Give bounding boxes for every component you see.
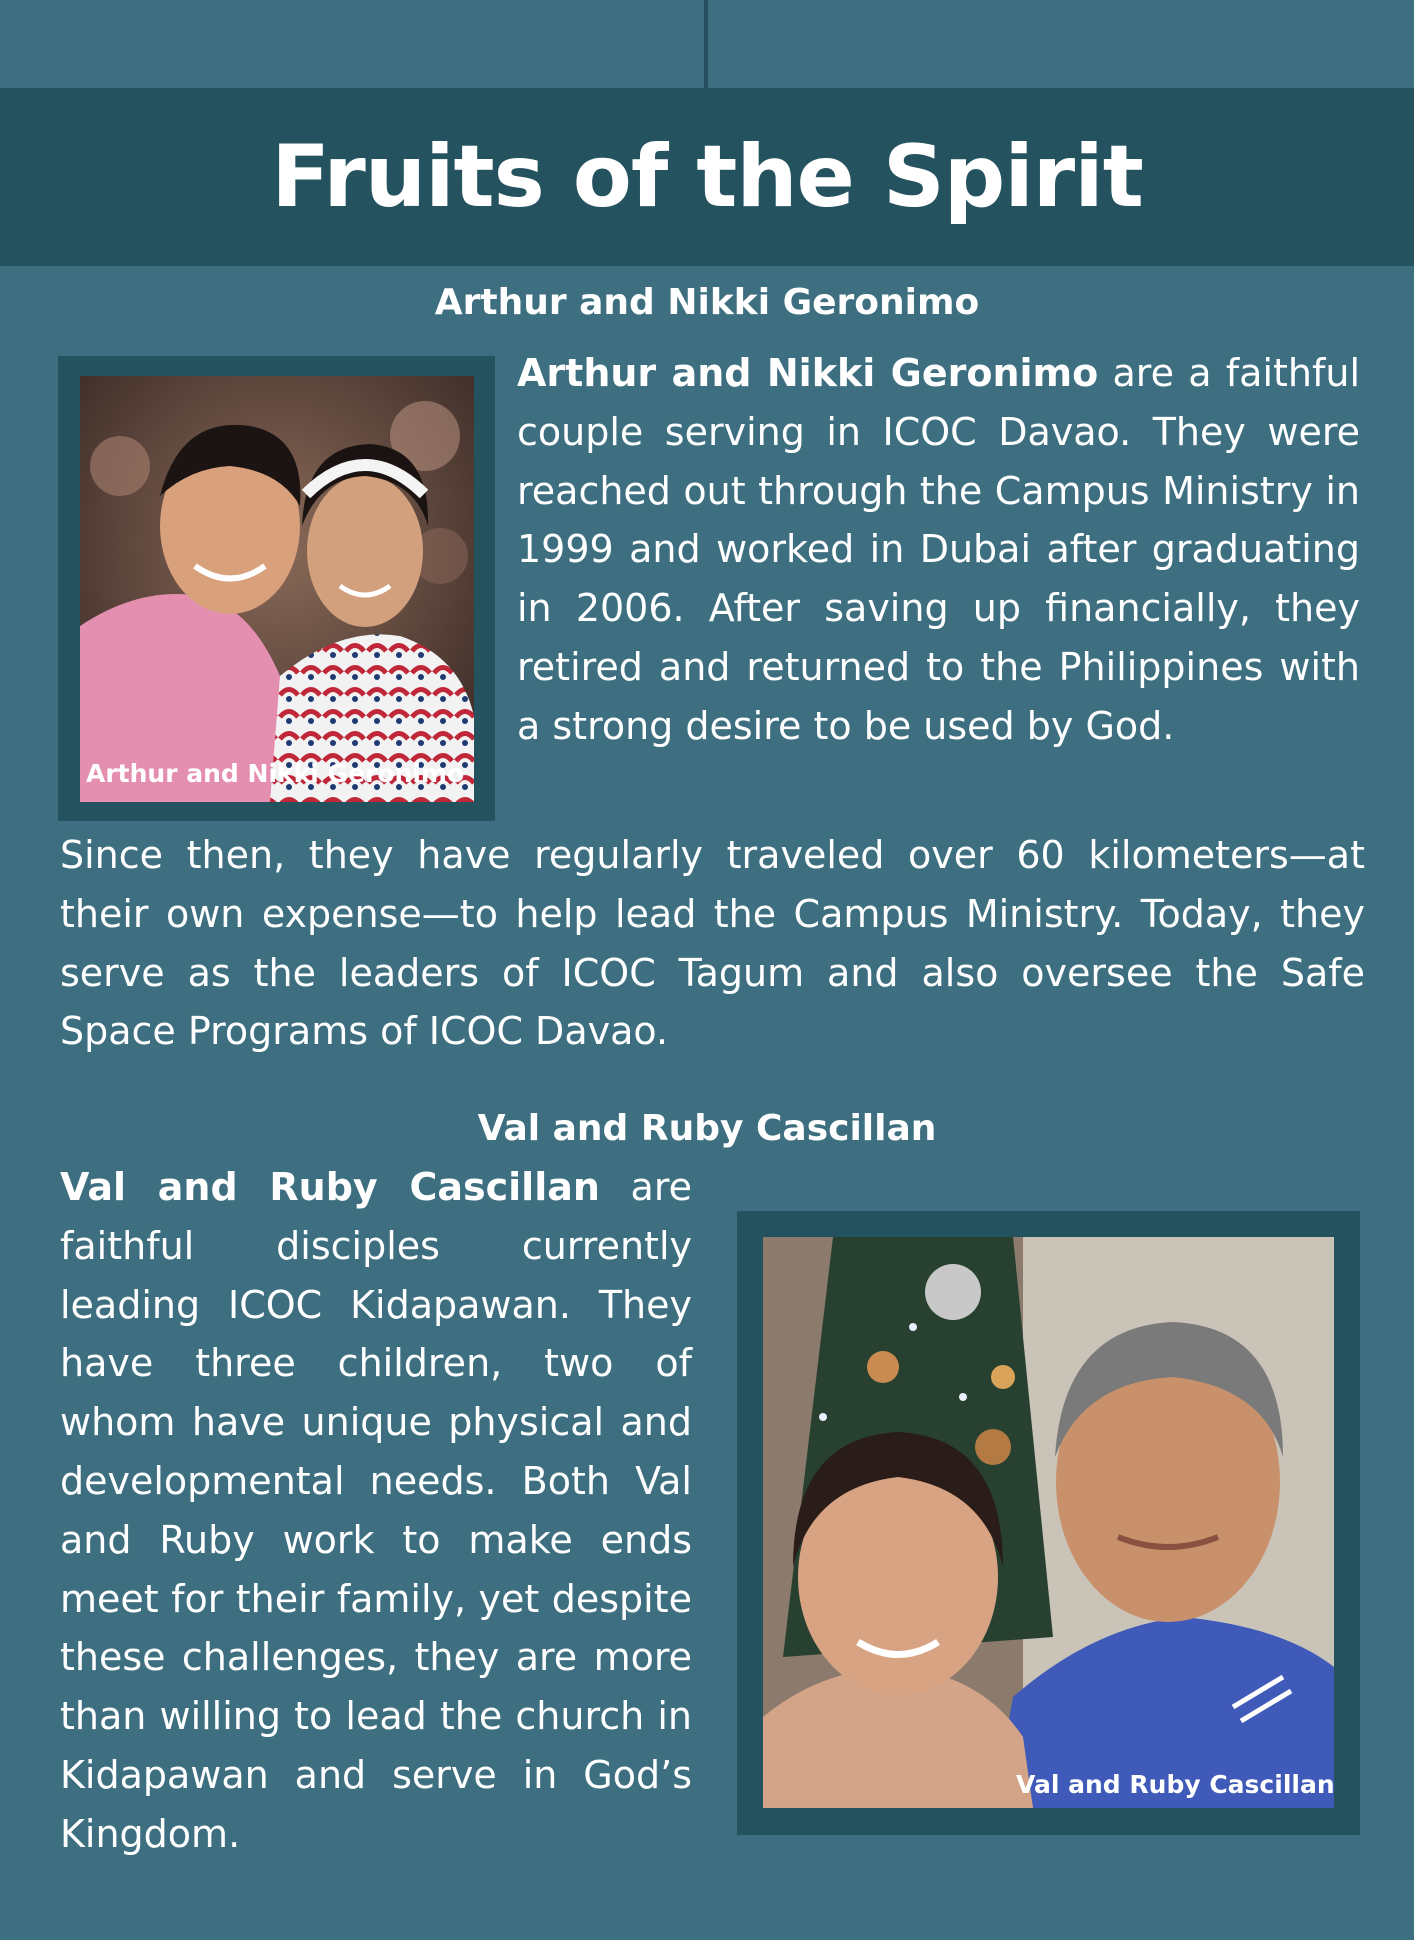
- couple-photo-cascillan: [763, 1237, 1334, 1808]
- photo-caption-geronimo: Arthur and Nikki Geronimo: [86, 759, 465, 788]
- profile-intro-cascillan: [60, 1158, 692, 1864]
- profile-name-cascillan: Val and Ruby Cascillan: [60, 1165, 600, 1209]
- profile-intro-text-geronimo: are a faithful couple serving in ICOC Davao. They were reached out through the Campus Ministry in 1999 and worked in Dubai after graduating in 2006. After saving up financially, they retired and returned to the Philippines with a strong desire to be used by God.: [517, 351, 1360, 748]
- page-title: Fruits of the Spirit: [271, 127, 1143, 227]
- profile-intro-geronimo: [517, 344, 1360, 756]
- photo-caption-cascillan: Val and Ruby Cascillan: [1016, 1770, 1335, 1799]
- couple-photo-geronimo: [80, 376, 474, 802]
- top-divider: [704, 0, 708, 88]
- profile-continuation-geronimo: Since then, they have regularly traveled over 60 kilometers—at their own expense—to help lead the Campus Ministry. Today, they serve as the leaders of ICOC Tagum and also oversee the Safe Space Programs of ICOC Davao.: [60, 833, 1365, 1054]
- profile-name-geronimo: Arthur and Nikki Geronimo: [517, 351, 1099, 395]
- title-band: [0, 88, 1414, 266]
- profile-intro-text-cascillan: are faithful disciples currently leading ICOC Kidapawan. They have three children, two of whom have unique physical and developmental needs. Both Val and Ruby work to make ends meet for their family, yet despite these challenges, they are more than willing to lead the church in Kidapawan and serve in God’s Kingdom.: [60, 1165, 692, 1856]
- profile-heading-geronimo: Arthur and Nikki Geronimo: [434, 282, 980, 323]
- profile-heading-cascillan: Val and Ruby Cascillan: [477, 1108, 937, 1149]
